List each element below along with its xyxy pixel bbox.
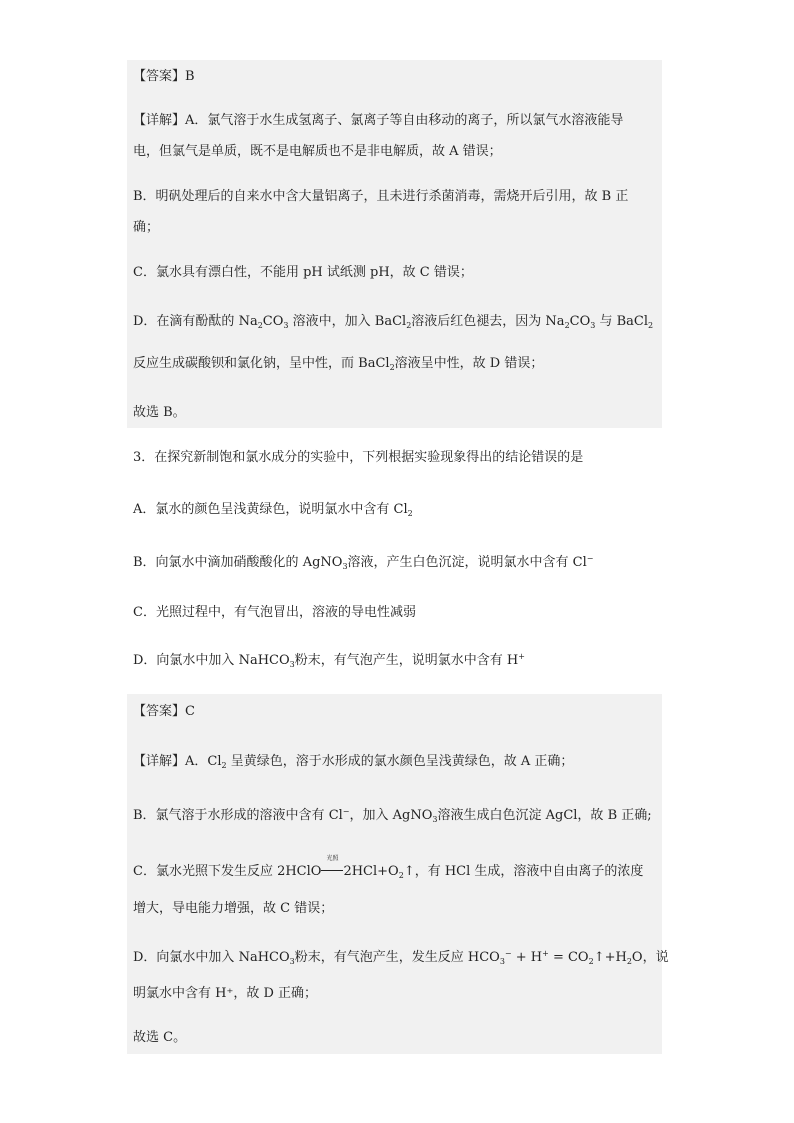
- detail-b-line1: B．明矾处理后的自来水中含大量铝离子，且未进行杀菌消毒，需烧开后引用，故 B 正: [133, 189, 629, 204]
- detail2-c-line2: 增大，导电能力增强，故 C 错误；: [133, 901, 334, 916]
- choose-c: 故选 C。: [133, 1030, 187, 1045]
- detail-c: C．氯水具有漂白性，不能用 pH 试纸测 pH，故 C 错误；: [133, 265, 473, 280]
- detail2-d-line2: 明氯水中含有 H⁺，故 D 正确；: [133, 986, 318, 1001]
- detail-d-line1: D．在滴有酚酞的 $Na_2CO_3$ 溶液中，加入 BaCl$_2$溶液后红色褪去，因为 $Na_2CO_3$ 与 BaCl$_2$: [133, 314, 654, 330]
- detail-a-line1: 【详解】A．氯气溶于水生成氢离子、氯离子等自由移动的离子，所以氯气水溶液能导: [133, 113, 624, 128]
- reaction-arrow: 光照: [321, 864, 343, 880]
- option-a: A．氯水的颜色呈浅黄绿色，说明氯水中含有 $Cl_2$: [133, 502, 413, 518]
- detail2-b: B．氯气溶于水形成的溶液中含有 Cl−，加入 AgNO$_3$溶液生成白色沉淀 AgCl，故 B 正确;: [133, 807, 652, 824]
- detail2-d-line1: D．向氯水中加入 NaHCO$_3$粉末，有气泡产生，发生反应 $HCO_3^- + H^+$ = $CO_2↑+H_2O$，说: [133, 949, 669, 966]
- option-c: C．光照过程中，有气泡冒出，溶液的导电性减弱: [133, 605, 416, 620]
- detail-b-line2: 确；: [133, 220, 160, 235]
- question-stem: 3．在探究新制饱和氯水成分的实验中，下列根据实验现象得出的结论错误的是: [133, 450, 584, 465]
- detail2-c-line1: C．氯水光照下发生反应 2HClO 光照 $2HCl+O_2↑$，有 HCl 生成，溶液中自由离子的浓度: [133, 855, 644, 880]
- option-b: B．向氯水中滴加硝酸酸化的 AgNO$_3$溶液，产生白色沉淀，说明氯水中含有 Cl−: [133, 554, 594, 571]
- detail-d-line2: 反应生成碳酸钡和氯化钠，呈中性，而 BaCl$_2$溶液呈中性，故 D 错误；: [133, 356, 544, 372]
- detail2-a: 【详解】A．$Cl_2$ 呈黄绿色，溶于水形成的氯水颜色呈浅黄绿色，故 A 正确；: [133, 754, 574, 770]
- detail-a-line2: 电，但氯气是单质，既不是电解质也不是非电解质，故 A 错误；: [133, 144, 502, 159]
- answer-label-1: 【答案】B: [133, 69, 195, 84]
- answer-label-2: 【答案】C: [133, 704, 195, 719]
- option-d: D．向氯水中加入 NaHCO$_3$粉末，有气泡产生，说明氯水中含有 H+: [133, 652, 525, 669]
- choose-b: 故选 B。: [133, 405, 186, 420]
